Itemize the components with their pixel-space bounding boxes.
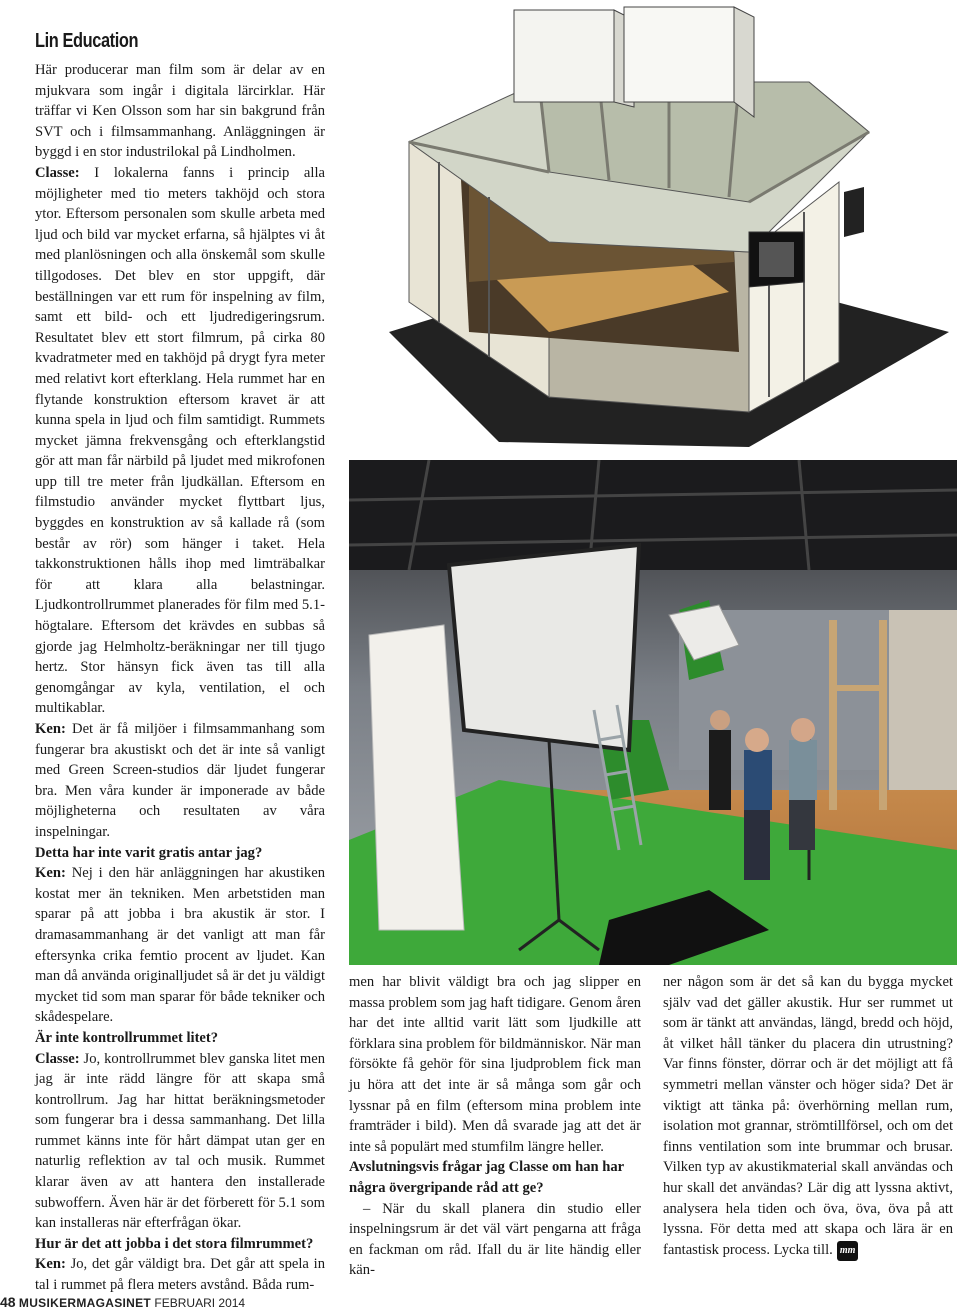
signature-mark: mm	[837, 1241, 859, 1262]
page-number: 48	[0, 1294, 16, 1310]
interview-question: Detta har inte varit gratis antar jag?	[35, 844, 263, 861]
studio-photo	[349, 460, 957, 965]
body-paragraph: ner någon som är det så kan du bygga mycket själv vad det gäller akustik. Hur ser rummet ut som är tänkt att användas, längd, bredd och höjd, åt vilket håll tänker du placera din utrustning? Var finns fönster, dörrar och är det möjligt att få symmetri mellan vänster och höger sida? Det är viktigt att tänka på: överhörning mellan rum, isolation mot grannar, strömtillförsel, och om det finns ventilation som inte brummar och brusar. Vilken typ av akustikmaterial skall användas och hur skall det användas? Lär dig att lyssna aktivt, analysera hela tiden och öva, öva, öva på att lyssna. För detta med att skapa och lära är en fantastisk process. Lycka till. mm	[663, 972, 953, 1261]
interview-answer	[35, 163, 325, 719]
speaker-label: Classe:	[35, 164, 80, 181]
interview-answer	[35, 863, 325, 1028]
issue-date: FEBRUARI 2014	[154, 1296, 246, 1310]
body-paragraph: – När du skall planera din studio eller inspelningsrum är det väl värt pengarna att fråga en fackman om råd. Ifall du är lite händig eller kän-	[349, 1200, 641, 1279]
text-column-3	[663, 972, 953, 1261]
interview-question: Hur är det att jobba i det stora filmrummet?	[35, 1235, 314, 1252]
speaker-label: Ken:	[35, 865, 66, 882]
interview-answer	[35, 1049, 325, 1234]
article-heading: Lin Education	[35, 30, 139, 52]
page-footer	[0, 1294, 245, 1310]
body-paragraph: Här producerar man film som är delar av en mjukvara som ingår i digitala lärcirklar. Här träffar vi Ken Olsson som har sin bakgrund från SVT och i filmsammanhang. Anläggningen är byggd i en stor industrilokal på Lindholmen.	[35, 62, 325, 161]
text-column-2	[349, 972, 641, 1281]
studio-3d-illustration	[349, 2, 957, 450]
answer-text: Nej i den här anläggningen har akustiken kostat mer än tekniken. Men arbetstiden man sparar på att jobba i bra akustik är stor. I dramasammanhang är det vanligt att man får eftersynka crika femtio procent av ljudet. Kan man då använda originalljudet så är det ju väldigt mycket tid som man sparar för både tekniker och skådespelare.	[35, 865, 325, 1026]
speaker-label: Ken:	[35, 1256, 66, 1273]
interview-answer	[35, 719, 325, 843]
interview-answer	[35, 1254, 325, 1295]
speaker-label: Classe:	[35, 1050, 80, 1067]
interview-question: Avslutningsvis frågar jag Classe om han har några övergripande råd att ge?	[349, 1159, 624, 1196]
answer-text: Det är få miljöer i filmsammanhang som fungerar bra akustiskt och det är inte så vanligt med Green Screen-studios där ljudet fungerar bra. Men våra kunder är imponerade av både möjligheterna och resultaten av våra inspelningar.	[35, 721, 325, 840]
answer-text: I lokalerna fanns i princip alla möjligheter med tio meters takhöjd och stora ytor. Eftersom personalen som skulle arbeta med ljud och bild var mycket erfarna, så hjälptes vi åt med planlösningen och alla önskemål som skulle tillgodoses. Det blev en stor uppgift, där beställningen var ett rum för inspelning av film, samt ett bild- och ett ljudredigeringsrum. Resultatet blev ett stort filmrum, på cirka 80 kvadratmeter med en takhöjd på drygt fyra meter med relativt kort efterklang. Hela rummet har en flytande konstruktion eftersom kravet är att kunna spela in ljud och film samtidigt. Rummets mycket jämna frekvensgång och efterklangstid gör att man får närbild på ljudet med mikrofonen upp till tre meter från ljudkällan. Eftersom en filmstudio använder mycket flyttbart ljus, byggdes en konstruktion av så kallade rå (som består av rör) som hänger i taket. Hela takkonstruktionen hålls ihop med limträbalkar för att klara alla belastningar. Ljudkontrollrummet planerades för film med 5.1-högtalare. Eftersom det krävdes en subbas så gjorde jag Helmholtz-beräkningar ner till tjugo hertz. Stor hänsyn fick även tas till alla genomgångar av kyla, ventilation, el och multikablar.	[35, 164, 325, 717]
body-paragraph: men har blivit väldigt bra och jag slipper en massa problem som jag haft tidigare. Genom åren har det inte alltid varit lätt som ljudkille att förklara sina problem för bildmänniskor. När man försökte få gehör för sina ljudproblem fick man ju höra att det inte är så många som går och lyssnar på en film (eftersom mina problem inte framträder i bild). Men då svarade jag att det är inte så populärt med stumfilm längre heller.	[349, 974, 641, 1155]
answer-text: Jo, det går väldigt bra. Det går att spela in tal i rummet på flera meters avstånd. Båda rum-	[35, 1256, 325, 1294]
speaker-label: Ken:	[35, 721, 66, 737]
text-column-1	[35, 60, 325, 1296]
magazine-name: MUSIKERMAGASINET	[18, 1296, 152, 1310]
answer-text: Jo, kontrollrummet blev ganska litet men jag är inte rädd längre för att skapa små kontrollrum. Jag har hittat beräkningsmetoder som fungerar bra i dessa sammanhang. Det lilla rummet känns inte för hårt dämpat utan ger en naturlig reflektion av tal och musik. Rummet klarar även av att hantera den installerade subwoffern. Även här är det förberett för 5.1 som kan installeras när efterfrågan ökar.	[35, 1050, 325, 1232]
interview-question: Är inte kontrollrummet litet?	[35, 1029, 219, 1046]
